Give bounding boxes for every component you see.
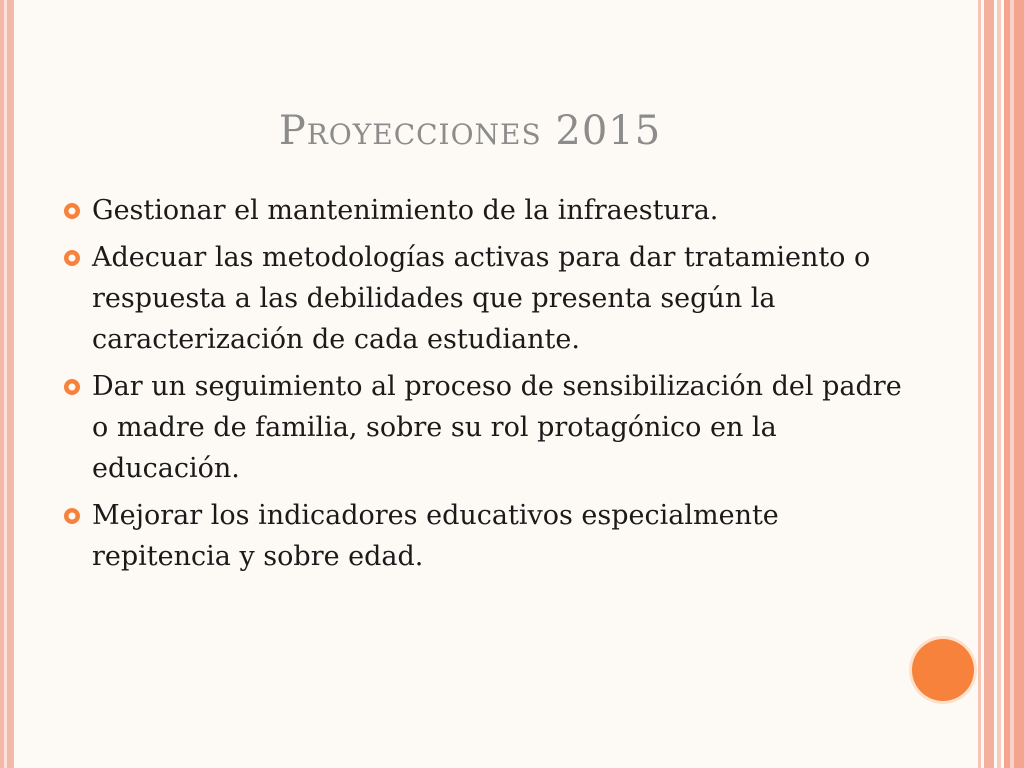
right-stripe-decoration (984, 0, 994, 768)
bullet-text: Gestionar el mantenimiento de la infraestura. (92, 195, 719, 226)
bullet-text: Adecuar las metodologías activas para dar tratamiento o respuesta a las debilidades que presenta según la caracterización de cada estudiante. (92, 242, 871, 355)
decorative-circle (912, 639, 974, 701)
bullet-text: Dar un seguimiento al proceso de sensibilización del padre o madre de familia, sobre su rol protagónico en la educación. (92, 371, 902, 484)
ring-bullet-icon (62, 201, 82, 221)
right-stripe-decoration (997, 0, 1001, 768)
list-item (62, 366, 922, 489)
list-item (62, 237, 922, 360)
slide-title: Proyecciones 2015 (278, 108, 662, 154)
list-item (62, 190, 922, 231)
ring-bullet-icon (62, 377, 82, 397)
right-stripe-decoration (978, 0, 981, 768)
ring-bullet-icon (62, 248, 82, 268)
list-item (62, 495, 922, 577)
right-stripe-decoration (1010, 0, 1014, 768)
bullet-list (62, 190, 922, 583)
bullet-text: Mejorar los indicadores educativos especialmente repitencia y sobre edad. (92, 500, 779, 572)
ring-bullet-icon (62, 506, 82, 526)
right-stripe-decoration (1004, 0, 1024, 768)
